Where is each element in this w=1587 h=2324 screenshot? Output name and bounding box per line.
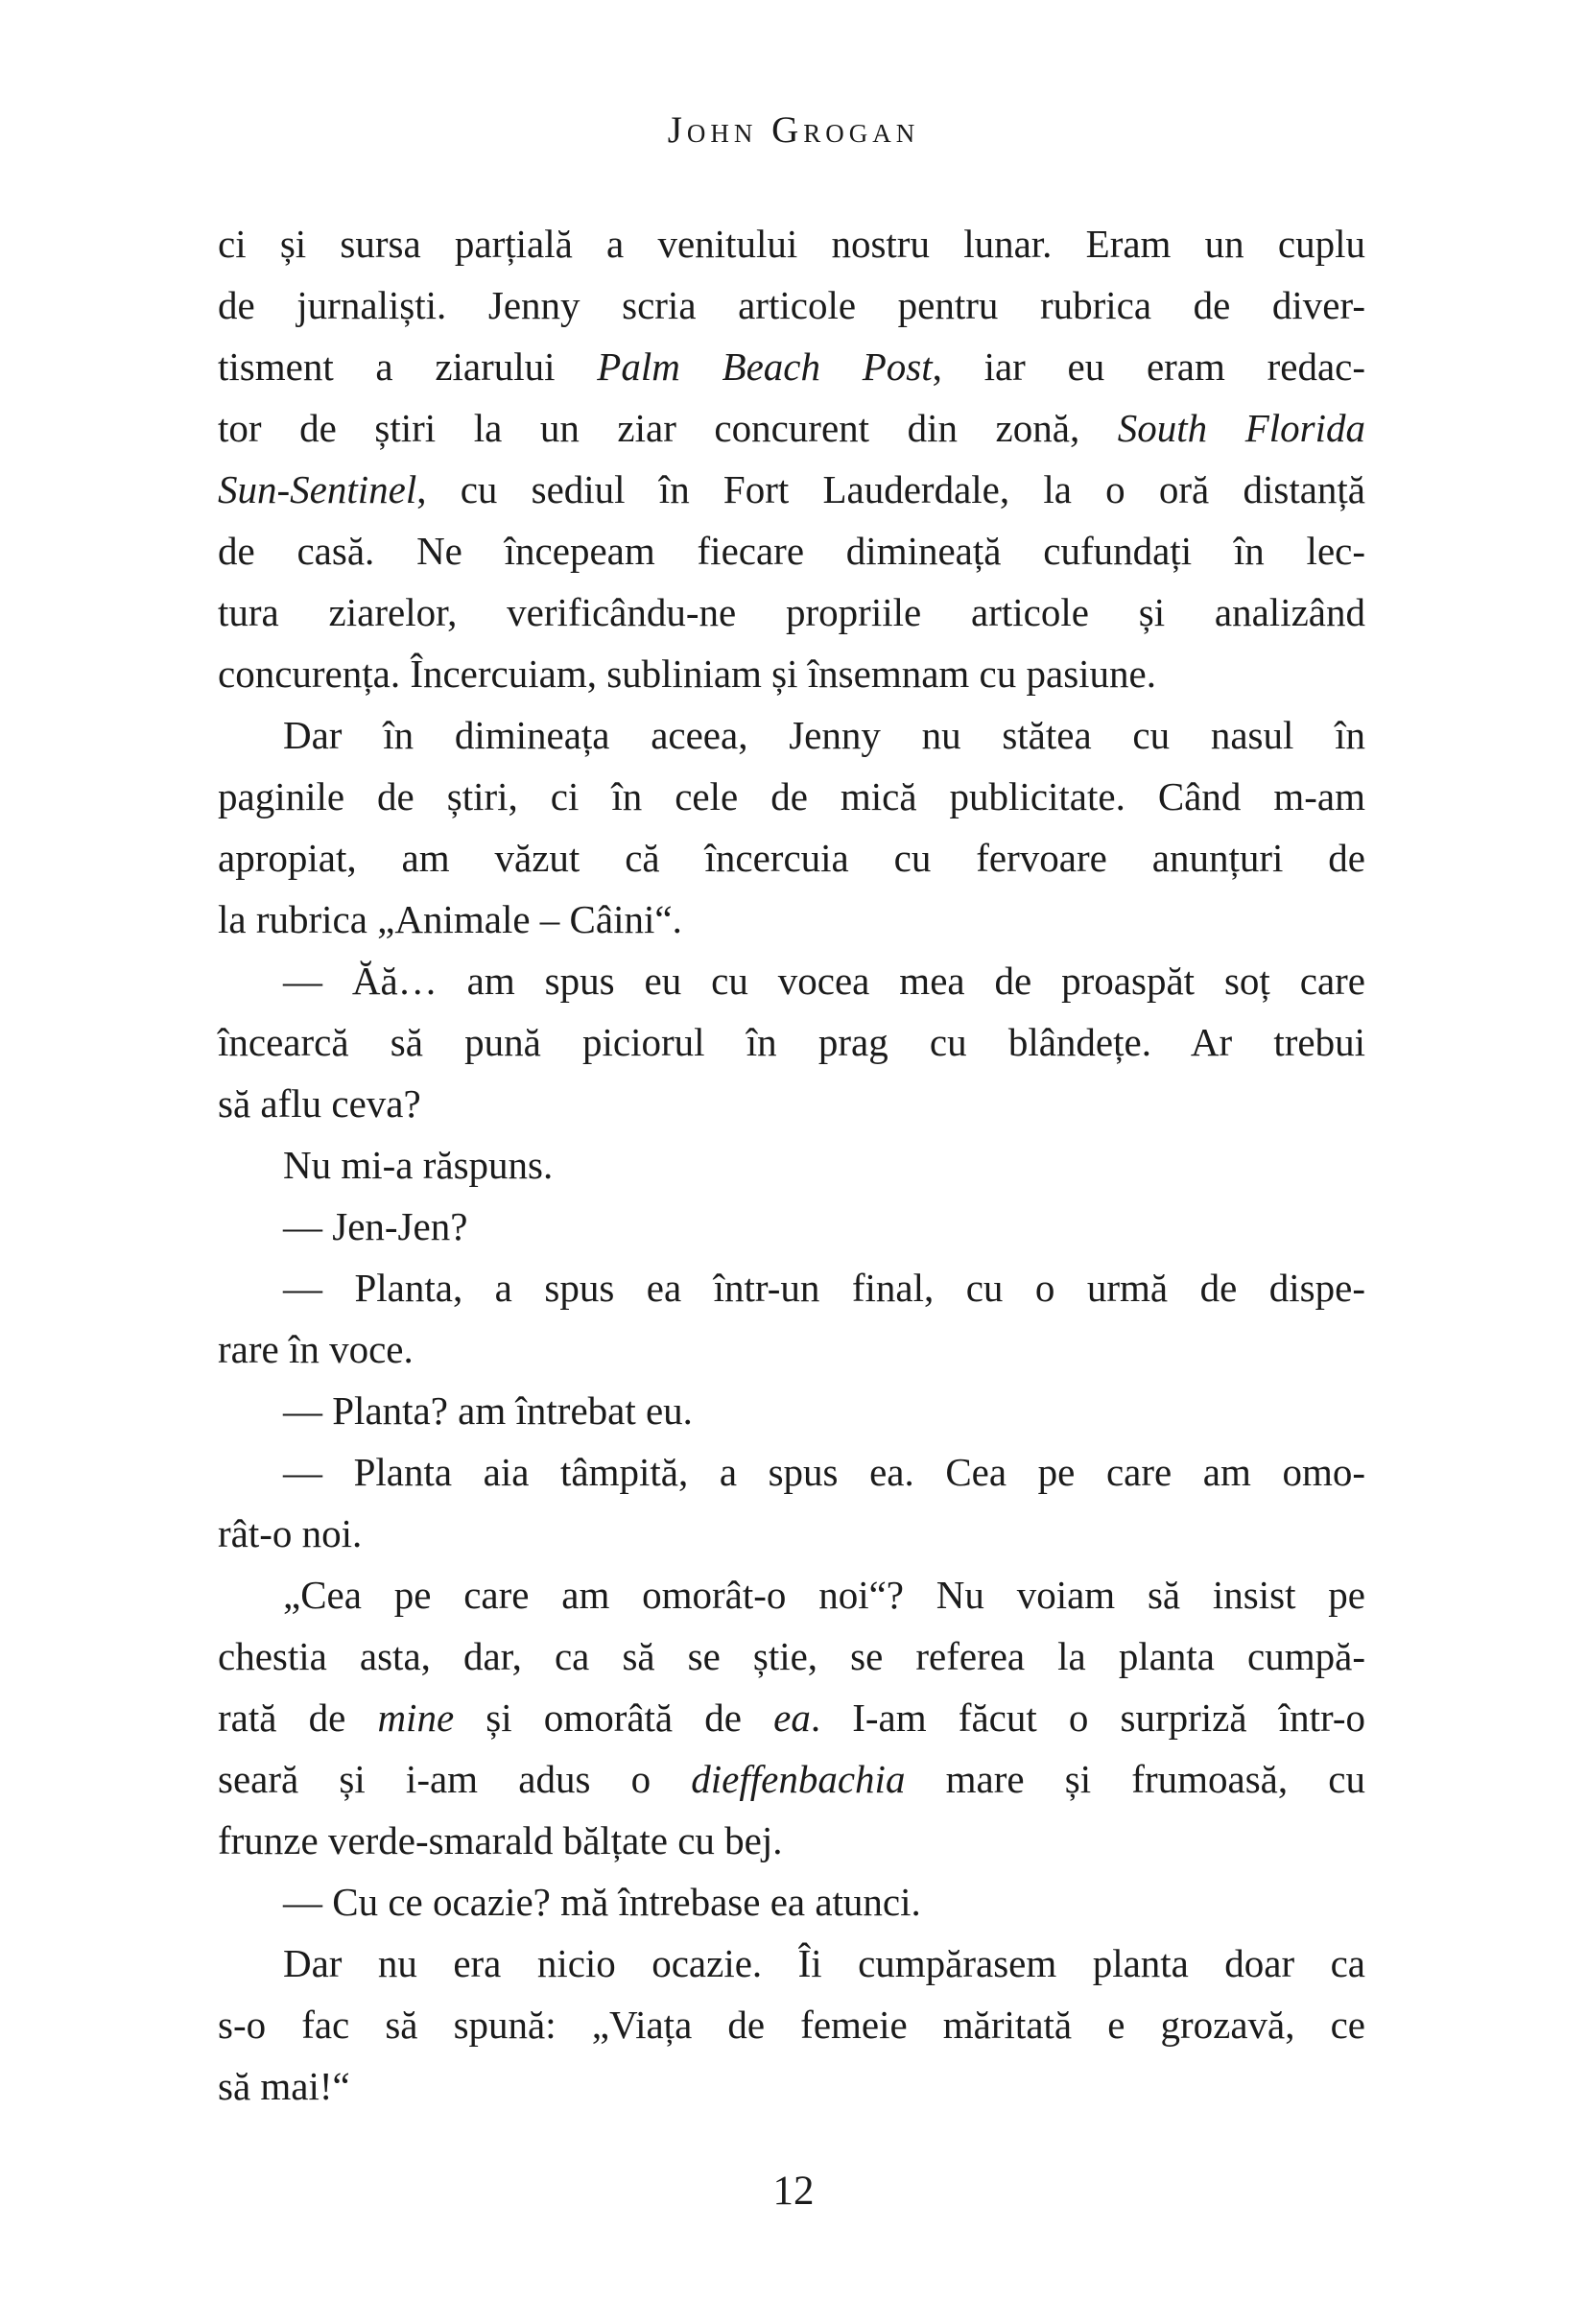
text-line: Sun-Sentinel, cu sediul în Fort Lauderdale, la o oră distanță [218, 467, 1365, 511]
text-line: de casă. Ne începeam fiecare dimineață cufundați în lec- [218, 529, 1365, 573]
paragraph [218, 1564, 1365, 1871]
text-line: ci și sursa parțială a venitului nostru lunar. Eram un cuplu [218, 222, 1365, 266]
page-text [218, 213, 1365, 2117]
text-line: de jurnaliști. Jenny scria articole pentru rubrica de diver- [218, 283, 1365, 327]
text-line: la rubrica „Animale – Câini“. [218, 897, 682, 941]
text-line: Nu mi-a răspuns. [283, 1143, 554, 1187]
text-line: încearcă să pună piciorul în prag cu blândețe. Ar trebui [218, 1020, 1365, 1064]
paragraph [218, 704, 1365, 950]
text-line: rare în voce. [218, 1327, 414, 1371]
text-line: — Cu ce ocazie? mă întrebase ea atunci. [283, 1880, 921, 1924]
text-line: chestia asta, dar, ca să se știe, se referea la planta cumpă- [218, 1634, 1365, 1678]
text-line: apropiat, am văzut că încercuia cu fervoare anunțuri de [218, 836, 1365, 880]
text-line: să aflu ceva? [218, 1081, 421, 1126]
paragraph [218, 213, 1365, 704]
text-line: „Cea pe care am omorât-o noi“? Nu voiam să insist pe [283, 1573, 1365, 1617]
running-header: John Grogan [667, 109, 920, 151]
paragraph [218, 1933, 1365, 2117]
text-line: — Planta, a spus ea într-un final, cu o urmă de dispe- [283, 1266, 1365, 1310]
text-line: Dar în dimineața aceea, Jenny nu stătea cu nasul în [283, 713, 1365, 757]
text-line: — Jen-Jen? [283, 1204, 468, 1248]
text-line: — Planta aia tâmpită, a spus ea. Cea pe care am omo- [283, 1450, 1365, 1494]
page-number: 12 [772, 2169, 815, 2214]
paragraph [218, 950, 1365, 1134]
text-line: tura ziarelor, verificându-ne propriile articole și analizând [218, 590, 1365, 634]
paragraph [218, 1196, 1365, 1257]
paragraph [218, 1441, 1365, 1564]
paragraph [218, 1380, 1365, 1441]
paragraph [218, 1257, 1365, 1380]
paragraph [218, 1134, 1365, 1196]
text-line: tisment a ziarului Palm Beach Post, iar eu eram redac- [218, 344, 1366, 389]
text-line: să mai!“ [218, 2064, 350, 2108]
text-line: rât-o noi. [218, 1511, 363, 1555]
text-line: paginile de știri, ci în cele de mică publicitate. Când m-am [218, 774, 1365, 818]
paragraph [218, 1871, 1365, 1933]
text-line: — Planta? am întrebat eu. [283, 1388, 693, 1433]
text-line: — Ăă… am spus eu cu vocea mea de proaspăt soț care [283, 959, 1365, 1003]
text-line: concurența. Încercuiam, subliniam și însemnam cu pasiune. [218, 652, 1156, 696]
text-line: s-o fac să spună: „Viața de femeie măritată e grozavă, ce [218, 2003, 1365, 2047]
text-line: tor de știri la un ziar concurent din zonă, South Florida [218, 406, 1365, 450]
text-line: seară și i-am adus o dieffenbachia mare și frumoasă, cu [218, 1757, 1365, 1801]
text-line: Dar nu era nicio ocazie. Îi cumpărasem planta doar ca [283, 1941, 1365, 1985]
text-line: rată de mine și omorâtă de ea. I-am făcut o surpriză într-o [218, 1696, 1365, 1740]
text-line: frunze verde-smarald bălțate cu bej. [218, 1818, 783, 1862]
